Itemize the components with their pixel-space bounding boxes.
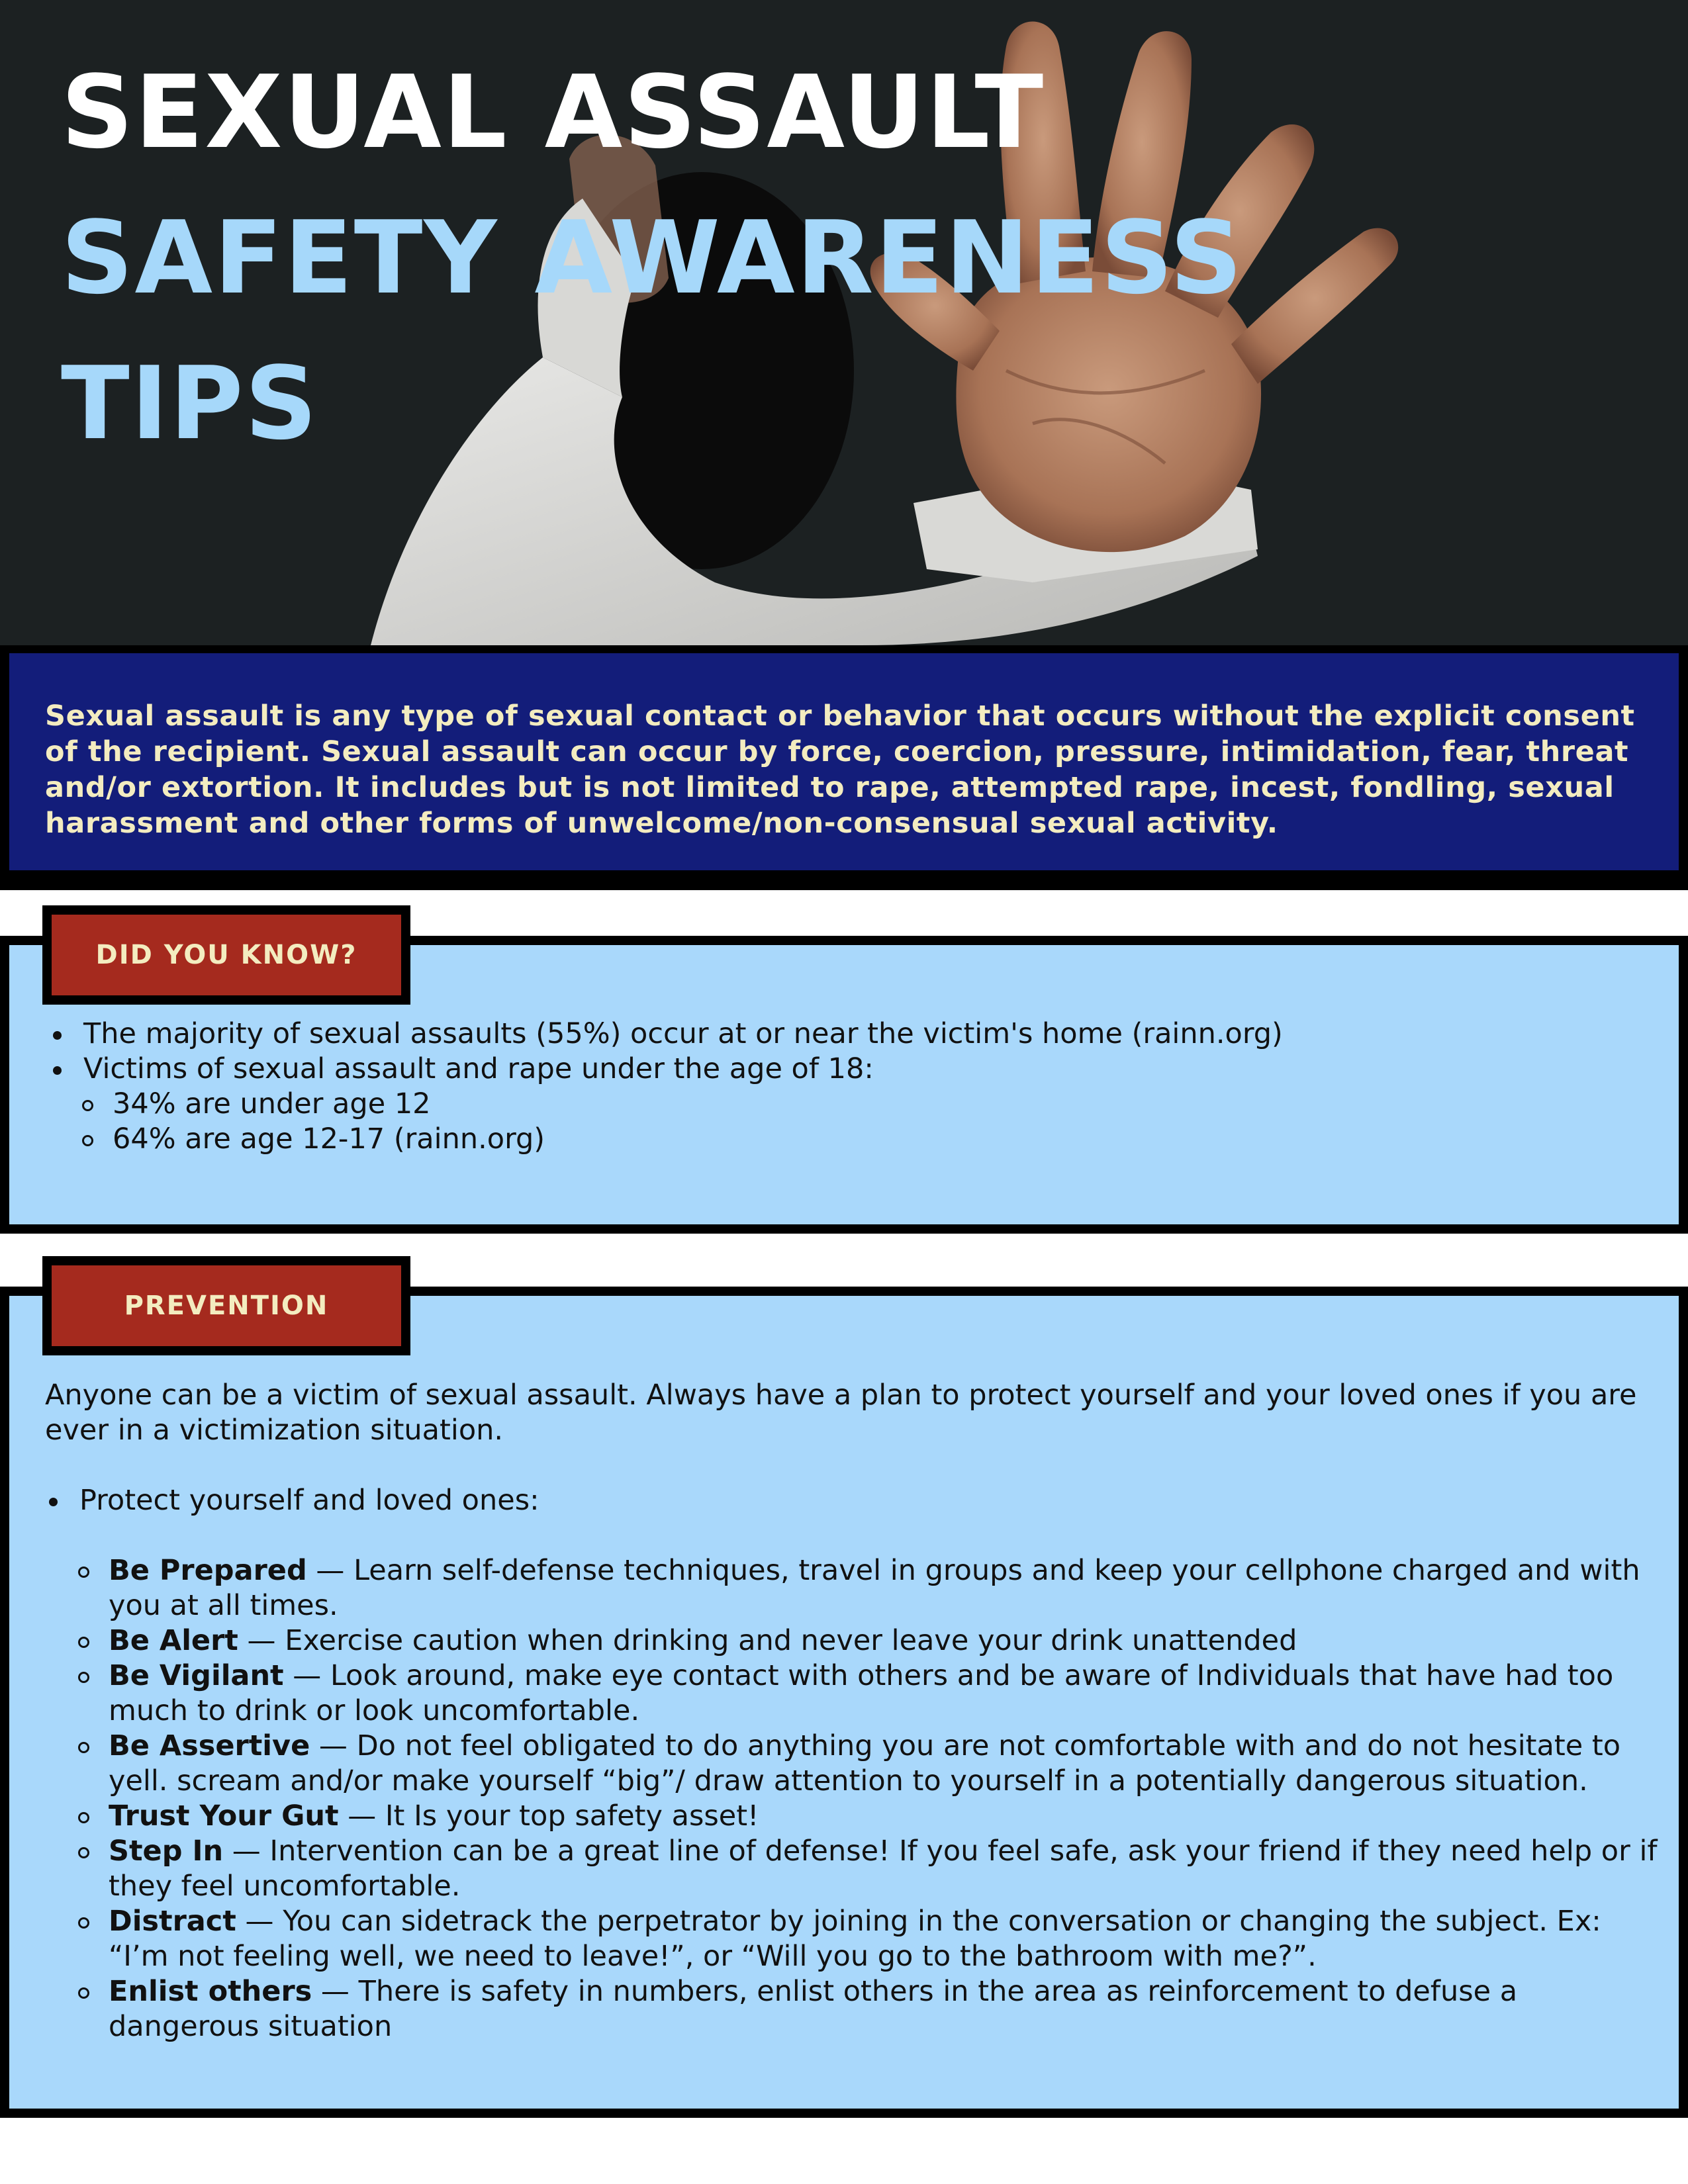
hollow-bullet-icon: [78, 1742, 89, 1753]
hollow-bullet-icon: [78, 1672, 89, 1683]
bullet-icon: [53, 1066, 62, 1075]
hollow-bullet-icon: [78, 1917, 89, 1929]
tip-term: Be Alert: [109, 1624, 238, 1657]
hollow-bullet-icon: [78, 1847, 89, 1858]
tip-item: [45, 1729, 1660, 1799]
prevention-content: [45, 1378, 1660, 2044]
tip-text: — You can sidetrack the perpetrator by joining in the conversation or changing the subject. Ex: “I’m not feeling well, we need to leave!”, or “Will you go to the bathroom with me?”.: [109, 1905, 1601, 1973]
tip-item: [45, 1799, 1660, 1834]
did-you-know-list: [49, 1017, 1664, 1157]
tip-item: [45, 1623, 1660, 1659]
tip-term: Be Assertive: [109, 1729, 310, 1762]
tips-list: [45, 1553, 1660, 2044]
list-item: [49, 1017, 1664, 1052]
list-item-text: Protect yourself and loved ones:: [79, 1484, 539, 1517]
hero-banner: [0, 0, 1688, 645]
bullet-icon: [53, 1031, 62, 1040]
tip-item: [45, 1974, 1660, 2044]
prevention-tab-inner: [52, 1265, 401, 1346]
did-you-know-label: DID YOU KNOW?: [95, 940, 357, 970]
tip-text: — Exercise caution when drinking and never leave your drink unattended: [238, 1624, 1297, 1657]
tip-text: — Look around, make eye contact with others and be aware of Individuals that have had too much to drink or look uncomfortable.: [109, 1659, 1614, 1727]
prevention-panel: [9, 1296, 1679, 2109]
definition-panel-inner: [9, 653, 1679, 870]
hollow-bullet-icon: [82, 1135, 93, 1146]
page-title: [61, 40, 1244, 477]
hollow-bullet-icon: [82, 1100, 93, 1111]
hollow-bullet-icon: [78, 1637, 89, 1648]
tip-item: [45, 1553, 1660, 1623]
tip-term: Distract: [109, 1905, 236, 1938]
bullet-icon: [49, 1498, 58, 1506]
hollow-bullet-icon: [78, 1812, 89, 1823]
tip-term: Step In: [109, 1835, 224, 1868]
tip-term: Trust Your Gut: [109, 1799, 339, 1833]
tip-text: — Intervention can be a great line of defense! If you feel safe, ask your friend if they need help or if they feel uncomfortable.: [109, 1835, 1658, 1903]
tip-term: Enlist others: [109, 1975, 312, 2008]
tip-term: Be Prepared: [109, 1554, 307, 1587]
did-you-know-tab-inner: [52, 915, 401, 995]
prevention-label: PREVENTION: [124, 1291, 329, 1321]
did-you-know-tab: [42, 905, 410, 1005]
sub-list-item: [49, 1122, 1664, 1157]
tip-text: — Learn self-defense techniques, travel in groups and keep your cellphone charged and with you at all times.: [109, 1554, 1640, 1622]
sub-list-item-text: 64% are age 12-17 (rainn.org): [113, 1122, 545, 1156]
prevention-section: [0, 1287, 1688, 2118]
list-item-text: Victims of sexual assault and rape under the age of 18:: [83, 1052, 874, 1085]
tip-item: [45, 1659, 1660, 1729]
definition-panel: [0, 645, 1688, 890]
tip-item: [45, 1834, 1660, 1904]
prevention-tab: [42, 1256, 410, 1355]
definition-text: Sexual assault is any type of sexual contact or behavior that occurs without the explicit consent of the recipient. Sexual assault can occur by force, coercion, pressure, intimidation, fear, threat and/or extortion. It includes but is not limited to rape, attempted rape, incest, fondling, sexual harassment and other forms of unwelcome/non-consensual sexual activity.: [45, 700, 1635, 840]
title-line-3: TIPS: [61, 345, 319, 462]
tip-text: — There is safety in numbers, enlist others in the area as reinforcement to defuse a dangerous situation: [109, 1975, 1518, 2043]
title-line-1: SEXUAL ASSAULT: [61, 54, 1045, 171]
list-item: [49, 1052, 1664, 1087]
tip-term: Be Vigilant: [109, 1659, 284, 1692]
list-item: [45, 1483, 1660, 1518]
sub-list-item-text: 34% are under age 12: [113, 1087, 431, 1120]
hollow-bullet-icon: [78, 1987, 89, 1999]
title-line-2: SAFETY AWARENESS: [61, 199, 1244, 316]
prevention-intro: Anyone can be a victim of sexual assault. Always have a plan to protect yourself and your loved ones if you are ever in a victimization situation.: [45, 1379, 1637, 1447]
hollow-bullet-icon: [78, 1567, 89, 1578]
tip-text: — Do not feel obligated to do anything you are not comfortable with and do not hesitate to yell. scream and/or make yourself “big”/ draw attention to yourself in a potentially dangerous situation.: [109, 1729, 1621, 1797]
tip-text: — It Is your top safety asset!: [338, 1799, 759, 1833]
list-item-text: The majority of sexual assaults (55%) occur at or near the victim's home (rainn.org): [83, 1017, 1283, 1050]
tip-item: [45, 1904, 1660, 1974]
sub-list-item: [49, 1087, 1664, 1122]
